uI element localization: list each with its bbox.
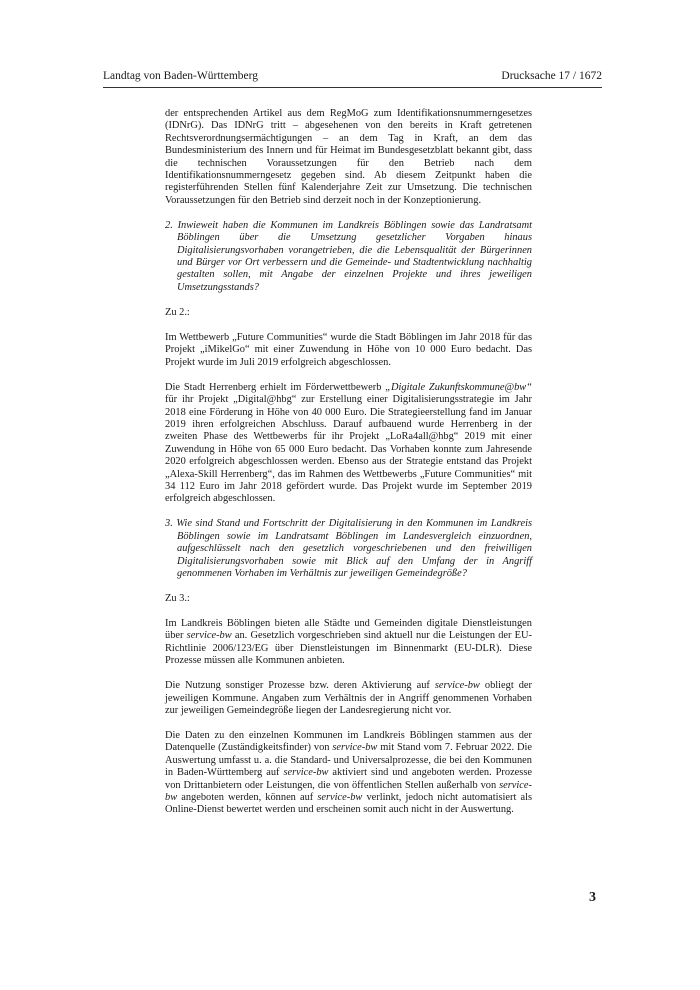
paragraph-service-bw: Im Landkreis Böblingen bieten alle Städte und Gemeinden digitale Dienstleistungen über service-bw an. Gesetzlich vorgeschrieben sind aktuell nur die Leistungen der EU-Richtlinie 2006/123/EG über Dienstleistungen im Binnenmarkt (EU-DLR). Diese Prozesse müssen alle Kommunen anbieten.	[165, 617, 532, 667]
header-rule	[103, 87, 602, 88]
paragraph-boeblingen: Im Wettbewerb „Future Communities“ wurde die Stadt Böblingen im Jahr 2018 für das Projekt „iMikelGo“ mit einer Zuwendung in Höhe von 10 000 Euro bedacht. Das Projekt wurde im Juli 2019 erfolgreich abgeschlossen.	[165, 331, 532, 368]
question-2: 2. Inwieweit haben die Kommunen im Landkreis Böblingen sowie das Landratsamt Böblingen über die Umsetzung gesetzlicher Vorgaben hinaus Digitalisierungsvorhaben vorangetrieben, die die Lebensqualität der Bürgerinnen und Bürger vor Ort verbessern und die Gemeinde- und Stadtentwicklung nachhaltig gestalten sollen, mit Angabe der einzelnen Projekte und ihres jeweiligen Umsetzungsstands?	[165, 219, 532, 293]
paragraph-daten: Die Daten zu den einzelnen Kommunen im Landkreis Böblingen stammen aus der Datenquelle (Zuständigkeitsfinder) von service-bw mit Stand vom 7. Februar 2022. Die Auswertung umfasst u. a. die Standard- und Universalprozesse, die bei den Kommunen in Baden-Württemberg auf service-bw aktiviert sind und angeboten werden. Prozesse von Drittanbietern oder Leistungen, die von öffentlichen Stellen außerhalb von service-bw angeboten werden, können auf service-bw verlinkt, jedoch nicht automatisiert als Online-Dienst bewertet werden und erscheinen somit auch nicht in der Auswertung.	[165, 730, 532, 816]
document-body	[165, 108, 532, 829]
paragraph-herrenberg: Die Stadt Herrenberg erhielt im Förderwettbewerb „Digitale Zukunftskommune@bw“ für ihr Projekt „Digital@hbg“ zur Erstellung einer Digitalisierungsstrategie im Jahr 2018 eine Förderung in Höhe von 40 000 Euro. Die Strategieerstellung fand im Januar 2019 ihren erfolgreichen Abschluss. Darauf aufbauend wurde Herrenberg in der zweiten Phase des Wettbewerbs für ihr Projekt „LoRa4all@hbg“ 2019 mit einer Zuwendung in Höhe von 65 000 Euro bedacht. Das Vorhaben konnte zum Jahresende 2020 erfolgreich abgeschlossen werden. Ebenso aus der Strategie entstand das Projekt „Alexa-Skill Herrenberg“, das im Rahmen des Wettbewerbs „Future Communities“ mit 34 112 Euro im Jahr 2018 gefördert wurde. Das Projekt wurde im September 2019 erfolgreich abgeschlossen.	[165, 381, 532, 505]
header-title: Landtag von Baden-Württemberg	[103, 70, 258, 82]
paragraph-idnrg: der entsprechenden Artikel aus dem RegMoG zum Identifikationsnummerngesetzes (IDNrG). Das IDNrG tritt – abgesehenen von den bereits in Kraft getretenen Rechtsverordnungsermächtigungen – an dem Tag in Kraft, an dem das Bundesministerium des Innern und für Heimat im Bundesgesetzblatt bekannt gibt, dass die technischen Voraussetzungen für den Betrieb nach dem Identifikationsnummerngesetz gegeben sind. Ab diesem Zeitpunkt haben die registerführenden Stellen fünf Kalenderjahre Zeit zur Umsetzung. Die technischen Voraussetzungen für den Betrieb sind derzeit noch in der Konzeptionierung.	[165, 108, 532, 206]
answer-heading-3: Zu 3.:	[165, 592, 190, 604]
question-3: 3. Wie sind Stand und Fortschritt der Digitalisierung in den Kommunen im Landkreis Böblingen sowie im Landratsamt Böblingen im Landesvergleich einzuordnen, aufgeschlüsselt nach den gesetzlich vorgeschriebenen und den freiwilligen Digitalisierungsvorhaben sowie mit Blick auf den Umfang der in Angriff genommenen Vorhaben im Verhältnis zur jeweiligen Gemeindegröße?	[165, 518, 532, 579]
page-number: 3	[589, 890, 596, 905]
page-header	[103, 70, 602, 86]
header-document-number: Drucksache 17 / 1672	[501, 70, 602, 82]
paragraph-nutzung: Die Nutzung sonstiger Prozesse bzw. deren Aktivierung auf service-bw obliegt der jeweiligen Kommune. Angaben zum Verhältnis der in Angriff genommenen Vorhaben zur jeweiligen Gemeindegröße liegen der Landesregierung nicht vor.	[165, 680, 532, 716]
answer-heading-2: Zu 2.:	[165, 306, 190, 318]
